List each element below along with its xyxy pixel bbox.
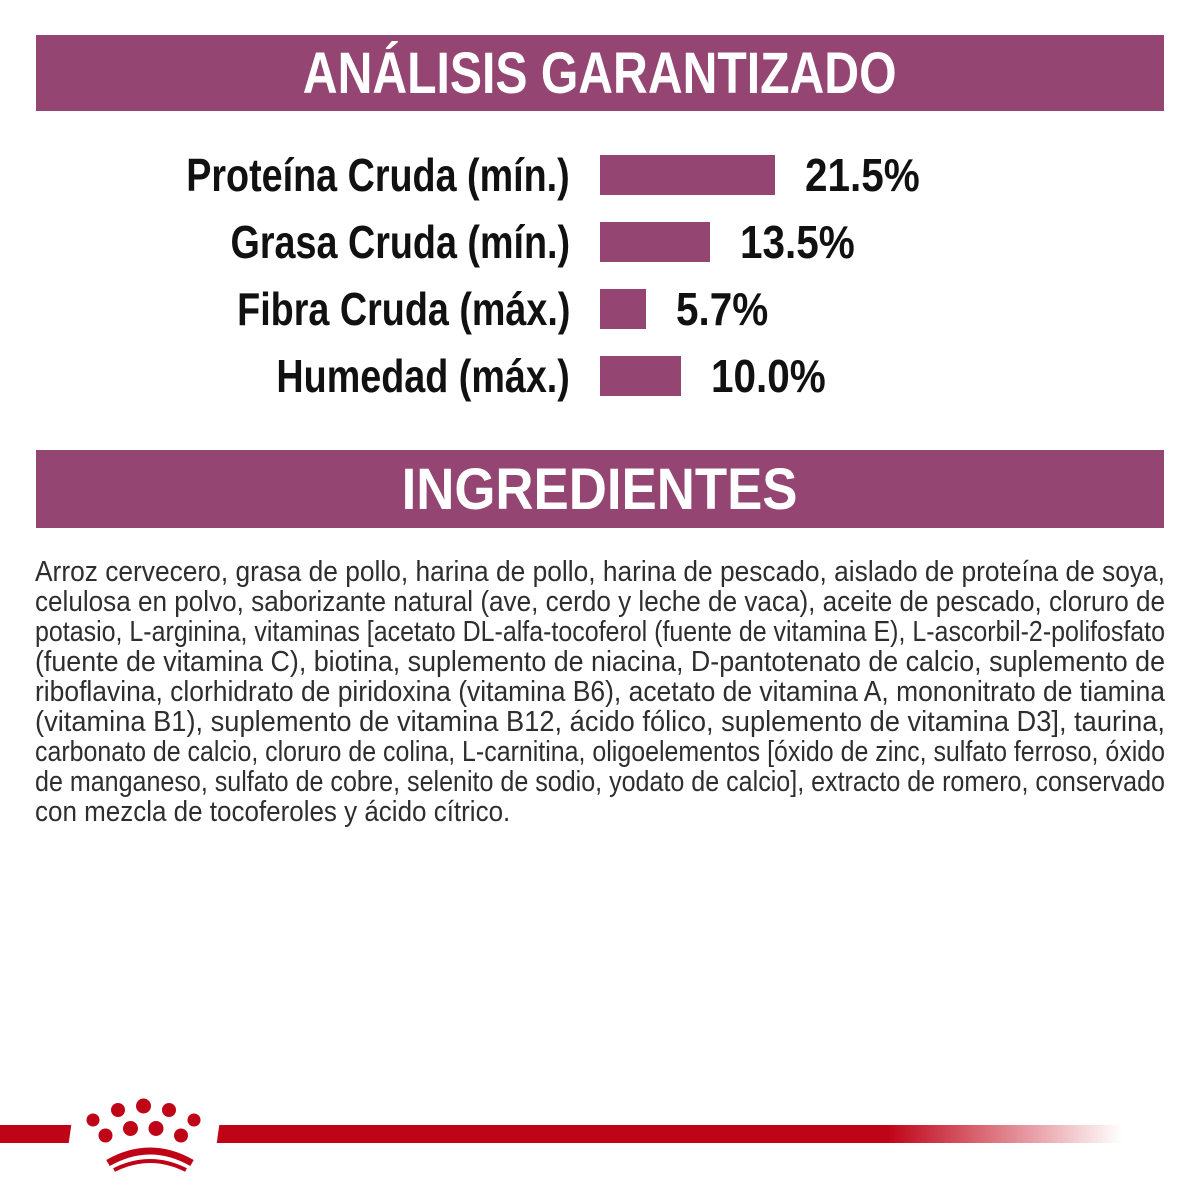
row-label: Fibra Cruda (máx.) — [236, 282, 570, 335]
bar-protein — [600, 155, 775, 195]
guaranteed-analysis-banner — [36, 35, 1164, 111]
royal-canin-crown-logo — [0, 1090, 1200, 1200]
ingredients-banner — [36, 450, 1164, 528]
ingredients-line: potasio, L-arginina, vitaminas [acetato DL-alfa-tocoferol (fuente de vitamina E), L-ascorbil-2-polifosfato — [35, 616, 1165, 648]
guaranteed-analysis-title: ANÁLISIS GARANTIZADO — [303, 40, 897, 106]
ingredients-paragraph — [35, 557, 1165, 827]
chart-row-moisture — [0, 342, 1200, 409]
ingredients-line: de manganeso, sulfato de cobre, selenito de sodio, yodato de calcio], extracto de romero, conservado — [35, 766, 1165, 798]
row-value: 13.5% — [740, 215, 855, 268]
ingredients-line: con mezcla de tocoferoles y ácido cítrico. — [35, 796, 511, 828]
ingredients-line: riboflavina, clorhidrato de piridoxina (vitamina B6), acetato de vitamina A, mononitrato de tiamina — [35, 676, 1165, 708]
ingredients-line: celulosa en polvo, saborizante natural (ave, cerdo y leche de vaca), aceite de pescado, cloruro de — [35, 586, 1165, 618]
row-label: Grasa Cruda (mín.) — [230, 215, 570, 268]
bar-fat — [600, 222, 710, 262]
row-value: 10.0% — [711, 349, 826, 402]
row-value: 21.5% — [805, 148, 920, 201]
ingredients-line: Arroz cervecero, grasa de pollo, harina de pollo, harina de pescado, aislado de proteína de soya, — [35, 556, 1165, 588]
row-label: Humedad (máx.) — [276, 349, 570, 402]
bar-moisture — [600, 356, 681, 396]
chart-row-protein — [0, 141, 1200, 208]
bar-fiber — [600, 289, 646, 329]
ingredients-line: carbonato de calcio, cloruro de colina, L-carnitina, oligoelementos [óxido de zinc, sulfato ferroso, óxido — [35, 736, 1165, 768]
guaranteed-analysis-chart — [0, 141, 1200, 409]
ingredients-line: (vitamina B1), suplemento de vitamina B12, ácido fólico, suplemento de vitamina D3], taurina, — [35, 706, 1165, 738]
chart-row-fat — [0, 208, 1200, 275]
row-label: Proteína Cruda (mín.) — [186, 148, 570, 201]
row-value: 5.7% — [676, 282, 769, 335]
ingredients-line: (fuente de vitamina C), biotina, suplemento de niacina, D-pantotenato de calcio, suplemento de — [35, 646, 1165, 678]
chart-row-fiber — [0, 275, 1200, 342]
ingredients-title: INGREDIENTES — [402, 456, 798, 522]
